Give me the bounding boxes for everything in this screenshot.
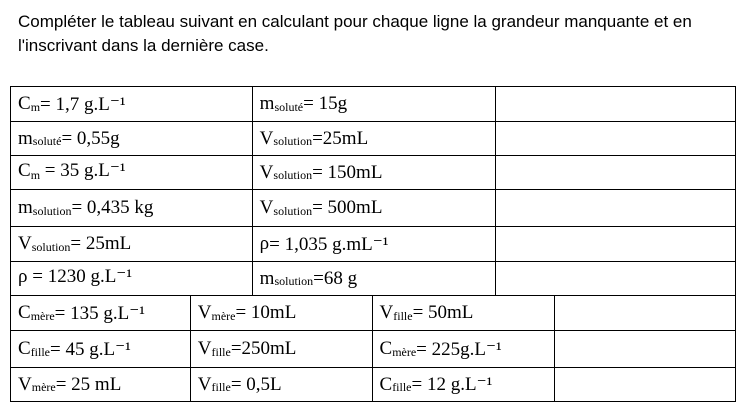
given-quantity-2: m $_{soluté}$ = 15g: [253, 87, 497, 121]
given-quantity-1: C $_{fille}$ = 45 g.L⁻¹: [11, 331, 191, 367]
given-quantity-1: $C_m = 35$ g.L⁻¹: [11, 156, 253, 189]
answer-cell[interactable]: [555, 296, 736, 330]
given-quantity-2: V $_{mère}$ = 10mL: [191, 296, 373, 330]
given-quantity-2: V $_{fille}$ = 0,5L: [191, 368, 373, 401]
answer-cell[interactable]: [496, 156, 736, 189]
given-quantity-1: V $_{mère}$ = 25 mL: [11, 368, 191, 401]
answer-cell[interactable]: [496, 227, 736, 261]
instruction-text: [18, 10, 743, 58]
given-quantity-1: m $_{soluté}$ = 0,55g: [11, 122, 253, 155]
given-quantity-2: m $_{solution}$ =68 g: [253, 262, 497, 295]
table-row: [10, 121, 736, 155]
table-row: [10, 86, 736, 121]
given-quantity-3: C $_{mère}$ = 225g.L⁻¹: [373, 331, 556, 367]
given-quantity-2: ρ = 1,035 g.mL⁻¹: [253, 227, 497, 261]
given-quantity-2: V $_{solution}$ =25mL: [253, 122, 497, 155]
instruction-line-1: Compléter le tableau suivant en calculant pour chaque ligne la grandeur manquante et en: [18, 12, 692, 31]
table-row: [10, 330, 736, 367]
table-row: [10, 226, 736, 261]
answer-cell[interactable]: [496, 87, 736, 121]
given-quantity-3: V $_{fille}$ = 50mL: [373, 296, 556, 330]
given-quantity-2: V $_{fille}$ =250mL: [191, 331, 373, 367]
exercise-table: [10, 86, 736, 402]
table-row: [10, 261, 736, 295]
given-quantity-3: C $_{fille}$ = 12 g.L⁻¹: [373, 368, 556, 401]
answer-cell[interactable]: [555, 368, 736, 401]
answer-cell[interactable]: [496, 122, 736, 155]
given-quantity-2: V $_{solution}$ = 500mL: [253, 190, 497, 226]
given-quantity-2: V $_{solution}$ = 150mL: [253, 156, 497, 189]
given-quantity-1: V $_{solution}$ = 25mL: [11, 227, 253, 261]
answer-cell[interactable]: [496, 190, 736, 226]
given-quantity-1: ρ = 1230 g.L⁻¹: [11, 262, 253, 295]
table-row: [10, 155, 736, 189]
answer-cell[interactable]: [496, 262, 736, 295]
answer-cell[interactable]: [555, 331, 736, 367]
given-quantity-1: C $_m$ = 1,7 g.L⁻¹: [11, 87, 253, 121]
table-row: [10, 367, 736, 402]
given-quantity-1: C $_{mère}$ = 135 g.L⁻¹: [11, 296, 191, 330]
given-quantity-1: m $_{solution}$ = 0,435 kg: [11, 190, 253, 226]
instruction-line-2: l'inscrivant dans la dernière case.: [18, 36, 269, 55]
table-row: [10, 295, 736, 330]
table-row: [10, 189, 736, 226]
